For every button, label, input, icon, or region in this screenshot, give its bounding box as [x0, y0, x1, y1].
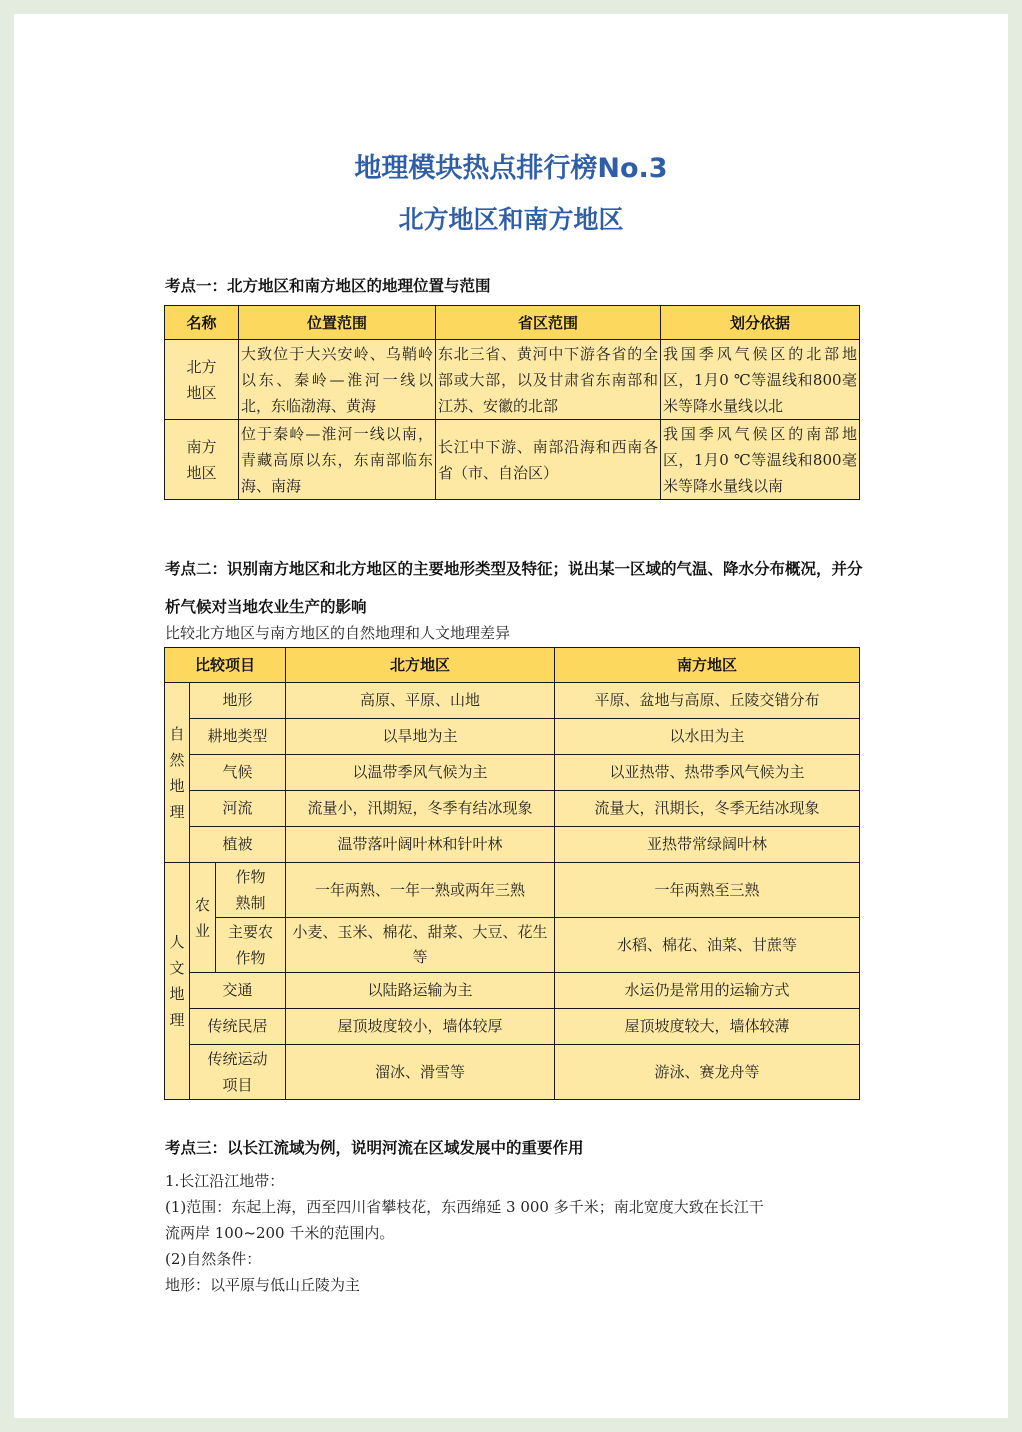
- north-cell: 屋顶坡度较小，墙体较厚: [286, 1009, 555, 1045]
- item-label: 作物熟制: [235, 868, 266, 912]
- provinces-cell: 东北三省、黄河中下游各省的全部或大部，以及甘肃省东南部和江苏、安徽的北部: [436, 340, 661, 420]
- table-header-row: [165, 306, 860, 340]
- section2-heading: 考点二：识别南方地区和北方地区的主要地形类型及特征；说出某一区域的气温、降水分布概况，并分析气候对当地农业生产的影响: [165, 560, 863, 616]
- south-cell: 以水田为主: [555, 719, 860, 755]
- table-row: [165, 863, 860, 918]
- north-cell: 以温带季风气候为主: [286, 755, 555, 791]
- basis-cell: 我国季风气候区的南部地区，1月0 ℃等温线和800毫米等降水量线以南: [661, 420, 860, 500]
- south-cell: 水稻、棉花、油菜、甘蔗等: [555, 918, 860, 973]
- section3-line: 1.长江沿江地带：: [165, 1172, 285, 1190]
- item-cell: [216, 863, 286, 918]
- table-row: [165, 918, 860, 973]
- region-name: 南方地区: [186, 437, 217, 482]
- table-row: [165, 420, 860, 500]
- south-cell: 游泳、赛龙舟等: [555, 1045, 860, 1100]
- header-item: 比较项目: [165, 648, 286, 683]
- basis-cell: 我国季风气候区的北部地区，1月0 ℃等温线和800毫米等降水量线以北: [661, 340, 860, 420]
- location-cell: 大致位于大兴安岭、乌鞘岭以东、秦岭—淮河一线以北，东临渤海、黄海: [239, 340, 436, 420]
- item-cell: 地形: [190, 683, 286, 719]
- provinces-cell: 长江中下游、南部沿海和西南各省（市、自治区）: [436, 420, 661, 500]
- item-cell: 交通: [190, 973, 286, 1009]
- region-name-cell: [165, 420, 239, 500]
- table-row: [165, 719, 860, 755]
- table-row: [165, 1045, 860, 1100]
- group-natural-cell: [165, 683, 190, 863]
- north-cell: 溜冰、滑雪等: [286, 1045, 555, 1100]
- table-row: [165, 827, 860, 863]
- item-cell: 河流: [190, 791, 286, 827]
- table-row: [165, 973, 860, 1009]
- header-provinces: 省区范围: [436, 306, 661, 340]
- page-title: 地理模块热点排行榜No.3: [354, 153, 668, 184]
- north-cell: 一年两熟、一年一熟或两年三熟: [286, 863, 555, 918]
- item-cell: 植被: [190, 827, 286, 863]
- header-location: 位置范围: [239, 306, 436, 340]
- item-cell: 耕地类型: [190, 719, 286, 755]
- table-row: [165, 791, 860, 827]
- header-basis: 划分依据: [661, 306, 860, 340]
- group-agri-cell: [190, 863, 216, 973]
- south-cell: 一年两熟至三熟: [555, 863, 860, 918]
- north-cell: 以陆路运输为主: [286, 973, 555, 1009]
- item-cell: [216, 918, 286, 973]
- group-human-cell: [165, 863, 190, 1100]
- header-south: 南方地区: [555, 648, 860, 683]
- north-cell: 以旱地为主: [286, 719, 555, 755]
- item-label: 主要农作物: [228, 923, 274, 967]
- region-name: 北方地区: [186, 357, 217, 402]
- south-cell: 平原、盆地与高原、丘陵交错分布: [555, 683, 860, 719]
- item-label: 传统运动项目: [207, 1050, 268, 1094]
- document-page: [14, 14, 1008, 1418]
- group-agri: 农业: [195, 895, 211, 940]
- item-cell: [190, 1045, 286, 1100]
- section3-heading: 考点三：以长江流域为例，说明河流在区域发展中的重要作用: [165, 1139, 584, 1157]
- section3-line: (1)范围：东起上海，西至四川省攀枝花，东西绵延 3 000 多千米；南北宽度大致在长江干: [165, 1198, 764, 1216]
- header-north: 北方地区: [286, 648, 555, 683]
- comparison-table: [164, 647, 860, 1100]
- table-header-row: [165, 648, 860, 683]
- table-row: [165, 683, 860, 719]
- section2-intro: 比较北方地区与南方地区的自然地理和人文地理差异: [165, 624, 511, 642]
- table-row: [165, 1009, 860, 1045]
- section3-line: (2)自然条件：: [165, 1250, 262, 1268]
- north-cell: 高原、平原、山地: [286, 683, 555, 719]
- south-cell: 亚热带常绿阔叶林: [555, 827, 860, 863]
- table-row: [165, 755, 860, 791]
- south-cell: 以亚热带、热带季风气候为主: [555, 755, 860, 791]
- section3-line: 流两岸 100~200 千米的范围内。: [165, 1224, 395, 1242]
- section1-heading: 考点一：北方地区和南方地区的地理位置与范围: [165, 277, 491, 295]
- south-cell: 流量大，汛期长，冬季无结冰现象: [555, 791, 860, 827]
- table-row: [165, 340, 860, 420]
- north-cell: 温带落叶阔叶林和针叶林: [286, 827, 555, 863]
- group-natural: 自然地理: [169, 724, 185, 821]
- group-human: 人文地理: [169, 933, 185, 1029]
- item-cell: 传统民居: [190, 1009, 286, 1045]
- page-subtitle: 北方地区和南方地区: [398, 205, 624, 234]
- item-cell: 气候: [190, 755, 286, 791]
- header-name: 名称: [165, 306, 239, 340]
- section3-line: 地形：以平原与低山丘陵为主: [165, 1276, 361, 1294]
- region-name-cell: [165, 340, 239, 420]
- south-cell: 水运仍是常用的运输方式: [555, 973, 860, 1009]
- south-cell: 屋顶坡度较大，墙体较薄: [555, 1009, 860, 1045]
- region-range-table: [164, 305, 860, 500]
- location-cell: 位于秦岭—淮河一线以南，青藏高原以东，东南部临东海、南海: [239, 420, 436, 500]
- north-cell: 流量小，汛期短，冬季有结冰现象: [286, 791, 555, 827]
- north-cell: 小麦、玉米、棉花、甜菜、大豆、花生等: [286, 918, 555, 973]
